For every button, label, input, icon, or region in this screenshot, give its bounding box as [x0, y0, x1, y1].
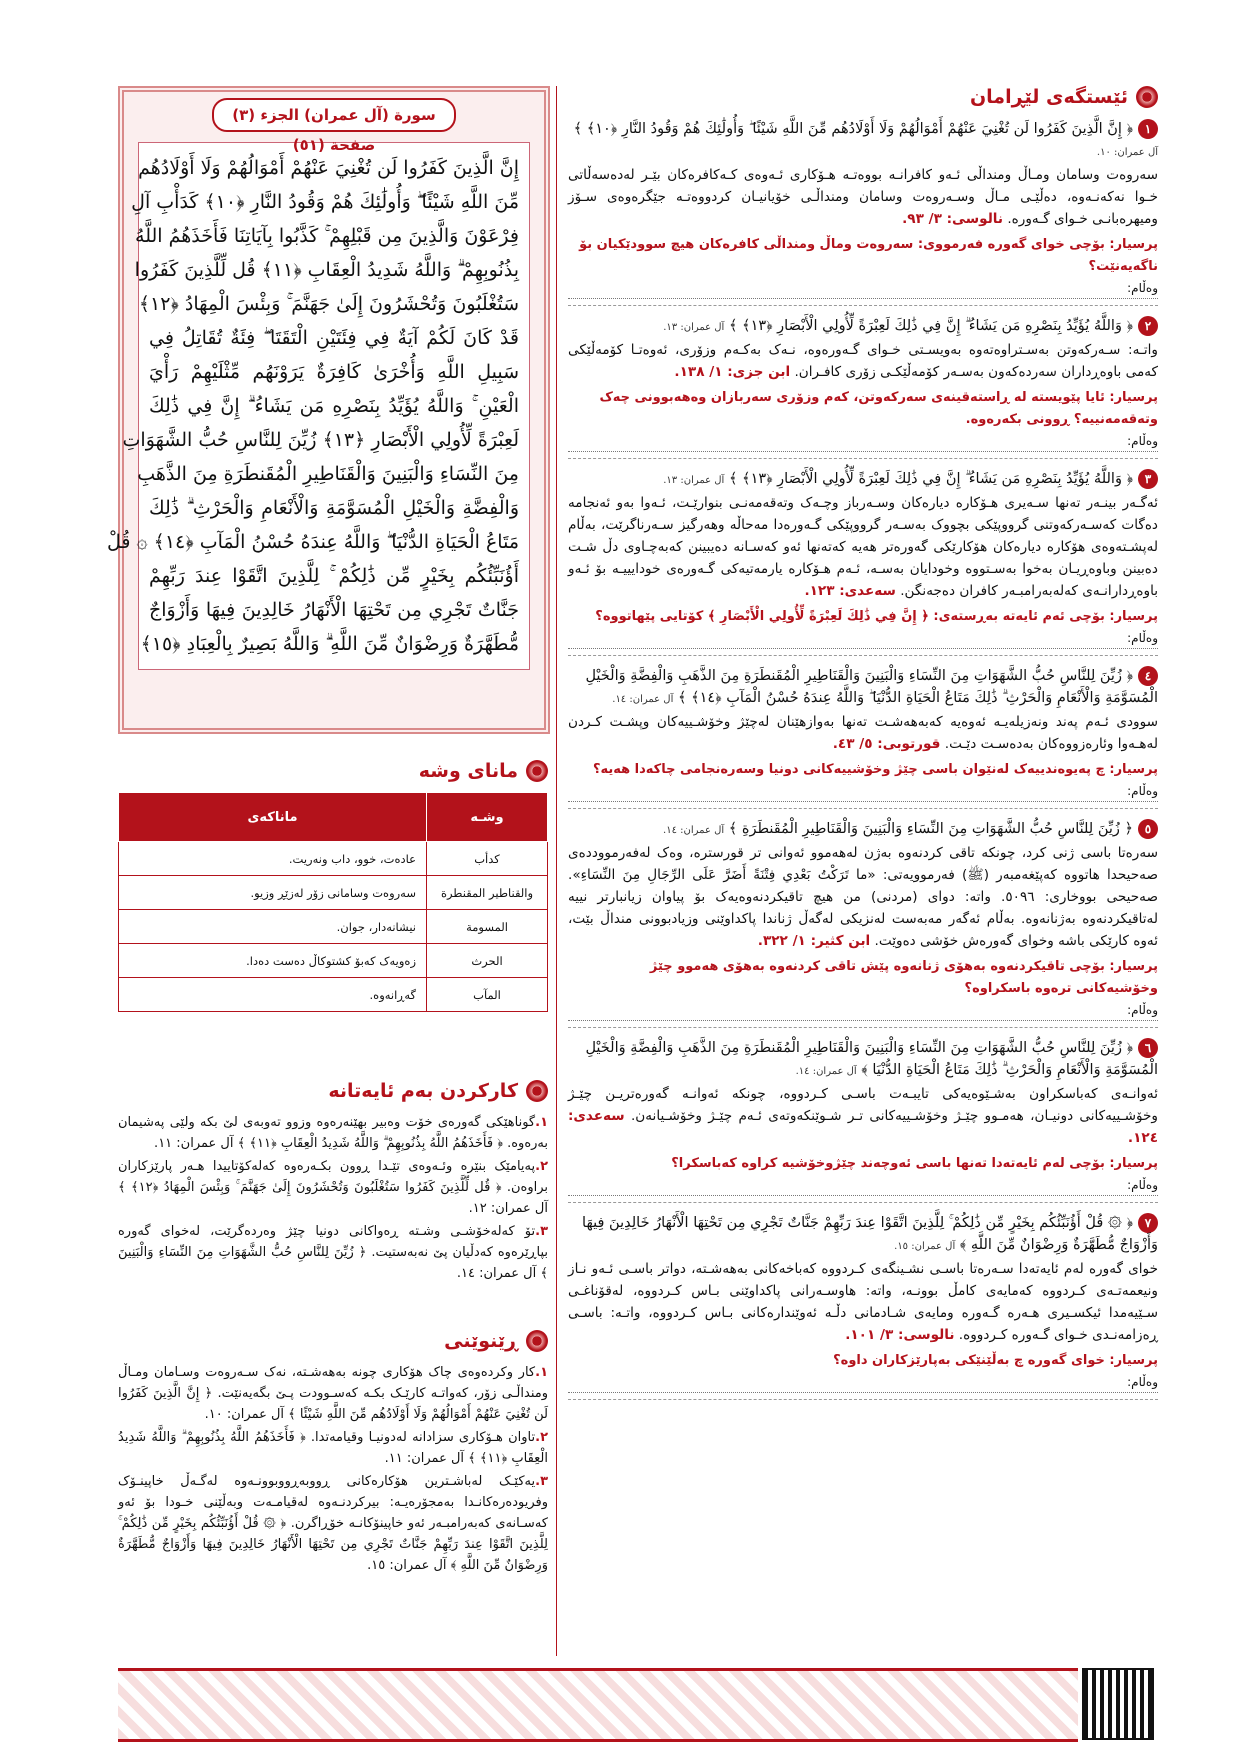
reflection-column: [568, 86, 1158, 1409]
vocabulary-word: المآب: [427, 978, 548, 1012]
list-item-number: ١.: [535, 1115, 548, 1130]
verse-number-badge: ٣: [1138, 469, 1158, 489]
question-text: پرسیار: چ پەیوەندییەک لەنێوان باسی چێژ وخۆشییەکانی دونیا وسەرەنجامی چاکەدا هەیە؟: [592, 762, 1158, 777]
commentary-source: ابن جزی: ١/ ١٣٨.: [674, 364, 791, 380]
verse-line: [568, 665, 1158, 711]
verse-number-badge: ١: [1138, 119, 1158, 139]
verse-blocks: [568, 118, 1158, 1400]
flower-icon: [1136, 86, 1158, 108]
verse-reference: آل عمران: ١٤.: [612, 694, 674, 705]
quran-page-title: سورة (آل عمران) الجزء (٣) صفحة (٥١): [212, 98, 456, 132]
list-item: [118, 1221, 548, 1284]
verse-arabic: ﴿ إِنَّ الَّذِينَ كَفَرُوا لَن تُغْنِيَ عَنْهُمْ أَمْوَالُهُمْ وَلَا أَوْلَادُهُم مِّنَ اللَّهِ شَيْئًا ۖ وَأُولَٰئِكَ هُمْ وَقُودُ النَّارِ ﴿١٠﴾ ﴾: [573, 121, 1133, 137]
commentary-text: [568, 164, 1158, 230]
vocabulary-meaning: زەویەک کەبۆ کشتوکاڵ دەست دەدا.: [119, 944, 427, 978]
qr-code-icon[interactable]: [1082, 1668, 1154, 1740]
vocabulary-word: كدأب: [427, 842, 548, 876]
decorative-footer-border: [118, 1668, 1078, 1742]
vocabulary-meaning: نیشانەدار، جوان.: [119, 910, 427, 944]
column-divider: [556, 86, 557, 1656]
reflection-heading: [568, 86, 1158, 108]
commentary-body: سەروەت وسامان ومـاڵ ومنداڵی ئـەو کافرانـە بووەتـە هـۆکاری ئـەوەی کـەکافرەکان بێـر لەدەسەڵاتی خـوا نەکەنـەوە، دەڵێـی مـاڵ وسـەروەت وسامان ومنداڵـی خۆیانیـان کردووەتـە جێگرەوەی سـۆز ومیهرەبانـی خـوای گـەورە.: [568, 167, 1158, 227]
verse-number-badge: ٥: [1138, 819, 1158, 839]
list-item: [118, 1427, 548, 1469]
quran-line: سَبِيلِ اللَّهِ وَأُخْرَىٰ كَافِرَةٌ يَرَوْنَهُم مِّثْلَيْهِمْ رَأْيَ: [149, 361, 519, 383]
guidance-list: [118, 1362, 548, 1576]
vocabulary-title: مانای وشە: [418, 760, 518, 782]
verse-block: [568, 468, 1158, 656]
verse-reference: آل عمران: ١٤.: [795, 1066, 857, 1077]
quran-line: بِذُنُوبِهِمْ ۗ وَاللَّهُ شَدِيدُ الْعِقَابِ ﴿١١﴾ قُل لِّلَّذِينَ كَفَرُوا: [134, 259, 519, 281]
vocabulary-word: المسومة: [427, 910, 548, 944]
vocabulary-row: [119, 978, 548, 1012]
verse-number-badge: ٢: [1138, 316, 1158, 336]
question-text: پرسیار: بۆچی ئەم ئایەتە بەڕستەی: ﴿ إِنَّ فِي ذَٰلِكَ لَعِبْرَةً لِّأُولِي الْأَبْصَارِ ﴾ کۆتایی پێهاتووە؟: [595, 609, 1158, 624]
list-item-text: تۆ کەلەخۆشـی وشـتە ڕەواکانی دونیا چێژ وەردەگرێت، لەخوای گەورە بپاڕێرەوە کەدڵیان پێ نەبەستیت. ﴿ زُيِّنَ لِلنَّاسِ حُبُّ الشَّهَوَاتِ مِنَ النِّسَاءِ وَالْبَنِينَ ﴾ آل عمران: ١٤.: [118, 1224, 548, 1281]
verse-line: [568, 118, 1158, 164]
list-item-text: یەکێـک لەباشـترین هۆکارەکانی ڕووبەڕووبوونـەوە لەگـەڵ خاپینـۆک وفریودەرەکانـدا بەمجۆرەیـە: بیرکردنـەوە لەقیامـەت وبەڵێنی خـودا بۆ ئەو کەسـانەی کەبەرامبـەر ئەو خاپینۆکانـە خۆڕاگرن. ﴿ ۞ قُلْ أَؤُنَبِّئُكُم بِخَيْرٍ مِّن ذَٰلِكُمْ ۚ لِلَّذِينَ اتَّقَوْا عِندَ رَبِّهِمْ جَنَّاتٌ تَجْرِي مِن تَحْتِهَا الْأَنْهَارُ خَالِدِينَ فِيهَا وَأَزْوَاجٌ مُّطَهَّرَةٌ وَرِضْوَانٌ مِّنَ اللَّهِ ﴾ آل عمران: ١٥.: [118, 1474, 548, 1573]
answer-line[interactable]: وەڵام:: [568, 431, 1158, 452]
apply-section: [118, 1080, 548, 1286]
list-item-text: کار وکردەوەی چاک هۆکاری چونە بەهەشـتە، نەک سـەروەت وسـامان ومـاڵ ومنداڵـی زۆر، کەواتـە کارێـک بکـە کەسـوودت پـێ بگەیەنێت. ﴿ إِنَّ الَّذِينَ كَفَرُوا لَن تُغْنِيَ عَنْهُمْ أَمْوَالُهُمْ وَلَا أَوْلَادُهُم مِّنَ اللَّهِ شَيْئًا ﴾ آل عمران: ١٠.: [118, 1365, 548, 1422]
verse-line: [568, 315, 1158, 339]
question-text: پرسیار: خوای گەورە چ بەڵێنێکی بەپارێزکاران داوە؟: [833, 1353, 1158, 1368]
list-item: [118, 1362, 548, 1425]
column-header-meaning: ماناکەی: [119, 793, 427, 842]
verse-reference: آل عمران: ١٠.: [1096, 147, 1158, 158]
apply-title: کارکردن بەم ئایەتانە: [328, 1080, 518, 1102]
verse-block: [568, 1037, 1158, 1203]
commentary-source: نالوسی: ٣/ ١٠١.: [845, 1327, 955, 1343]
question-text: پرسیار: بۆچی تاقیکردنەوە بەهۆی ژنانەوە پێش تاقی کردنەوە بەهۆی هەموو چێژ وخۆشیەکانی ترەوە باسکراوە؟: [649, 959, 1158, 996]
list-item-number: ٣.: [535, 1224, 548, 1239]
vocabulary-meaning: سەروەت وسامانی زۆر لەزێڕ وزیو.: [119, 876, 427, 910]
answer-line[interactable]: وەڵام:: [568, 278, 1158, 299]
vocabulary-heading: [118, 760, 548, 782]
verse-block: [568, 665, 1158, 809]
verse-number-badge: ٧: [1138, 1213, 1158, 1233]
verse-arabic: ﴿ وَاللَّهُ يُؤَيِّدُ بِنَصْرِهِ مَن يَشَاءُ ۗ إِنَّ فِي ذَٰلِكَ لَعِبْرَةً لِّأُولِي الْأَبْصَارِ ﴿١٣﴾ ﴾: [728, 318, 1133, 334]
list-item-text: تاوان هـۆکاری سزادانە لەدونیـا وقیامەتدا. ﴿ فَأَخَذَهُمُ اللَّهُ بِذُنُوبِهِمْ ۗ وَاللَّهُ شَدِيدُ الْعِقَابِ ﴿١١﴾ ﴾ آل عمران: ١١.: [118, 1430, 548, 1466]
commentary-source: نالوسی: ٣/ ٩٣.: [902, 211, 1004, 227]
answer-line[interactable]: وەڵام:: [568, 1175, 1158, 1196]
commentary-body: سەرەتا باسی ژنی کرد، چونکە تاقی کردنەوە بەژن لەهەموو ئەوانی تر قورسترە، وەک لەفەرمووددەی صەحیحدا هاتووە کەپێغەمبەر (ﷺ) فەرموویەتی: «ما تَرَكْتُ بَعْدِي فِتْنَةً أَضَرَّ عَلَى الرِّجَالِ مِنَ النِّسَاءِ». صەحیحی بووخاری: ٥٠٩٦. واتە: دوای (مردنی) من هیچ تاقیکردنەوەیەک بۆ پیاوان زیانبارتر نییە لەتاقیکردنەوە بەژنانەوە. بەڵام ئەگەر مەبەست لەنزیکی لەگەڵ ژناندا پاکداوێنی وزیادبوونی منداڵ بێت، ئەوە کارێکی باشە وخوای گەورەش خۆشی دەوێت.: [568, 845, 1158, 949]
quran-line: أَؤُنَبِّئُكُم بِخَيْرٍ مِّن ذَٰلِكُمْ ۚ لِلَّذِينَ اتَّقَوْا عِندَ رَبِّهِمْ: [149, 565, 519, 587]
quran-page-frame: [107, 86, 550, 734]
verse-reference: آل عمران: ١٣.: [663, 475, 725, 486]
commentary-body: ئەگـەر بینـەر تەنها سـەیری هـۆکارە دیارەکان وسـەرباز وچـەک وتەقەمەنـی بنوارێـت، ئـەوا بەو ئەنجامە دەگات کەسـەرکەوتنی گرووپێکی بچووک بەسـەر گرووپێکی گـەورەدا مەحاڵە وهەرگیز سـەرناگرێت، بەڵام لەپشـتەوەی هۆکارە دیارەکان هۆکارێکی گەورەتر هەیە کەتەنها ئەو کەسـانە دەیبینن کەبەچـاوی دڵ شـت دەبینن وباوەڕیـان بەخوا بەسـتووە وخودایان بەسـە، ئـەم هـۆکارە یارمەتیەکی گـەورەی خودایییـە بۆ ئـەو باوەڕدارانـەی کەلەبەرامبـەر کافران دەجەنگن.: [568, 495, 1158, 599]
vocabulary-row: [119, 876, 548, 910]
verse-number-badge: ٦: [1138, 1038, 1158, 1058]
verse-line: [568, 818, 1158, 842]
column-header-word: وشـە: [427, 793, 548, 842]
commentary-source: سەعدی: ١٢٤.: [568, 1108, 1158, 1146]
verse-reference: آل عمران: ١٤.: [663, 825, 725, 836]
verse-arabic: ﴿ زُيِّنَ لِلنَّاسِ حُبُّ الشَّهَوَاتِ مِنَ النِّسَاءِ وَالْبَنِينَ وَالْقَنَاطِيرِ الْمُقَنطَرَةِ ﴾: [728, 821, 1133, 837]
flower-icon: [526, 1080, 548, 1102]
guidance-title: ڕێنوێنی: [444, 1330, 518, 1352]
commentary-text: [568, 1083, 1158, 1149]
commentary-source: ابن کثیر: ١/ ٣٢٢.: [757, 933, 871, 949]
vocabulary-meaning: گەڕانەوە.: [119, 978, 427, 1012]
quran-line: لَعِبْرَةً لِّأُولِي الْأَبْصَارِ ﴿١٣﴾ زُيِّنَ لِلنَّاسِ حُبُّ الشَّهَوَاتِ: [122, 429, 519, 451]
verse-arabic: ﴿ ۞ قُلْ أَؤُنَبِّئُكُم بِخَيْرٍ مِّن ذَٰلِكُمْ ۚ لِلَّذِينَ اتَّقَوْا عِندَ رَبِّهِمْ جَنَّاتٌ تَجْرِي مِن تَحْتِهَا الْأَنْهَارُ خَالِدِينَ فِيهَا وَأَزْوَاجٌ مُّطَهَّرَةٌ وَرِضْوَانٌ مِّنَ اللَّهِ ﴾: [582, 1215, 1158, 1253]
list-item: [118, 1156, 548, 1219]
list-item: [118, 1112, 548, 1154]
vocabulary-row: [119, 842, 548, 876]
list-item-text: گوناهێکی گەورەی خۆت وەبیر بهێنەرەوە وزوو تەوبەی لێ بکە ولێی پەشیمان بەرەوە. ﴿ فَأَخَذَهُمُ اللَّهُ بِذُنُوبِهِمْ ۗ وَاللَّهُ شَدِيدُ الْعِقَابِ ﴿١١﴾ ﴾ آل عمران: ١١.: [118, 1115, 548, 1151]
verse-reference: آل عمران: ١٥.: [894, 1241, 956, 1252]
apply-heading: [118, 1080, 548, 1102]
guidance-section: [118, 1330, 548, 1578]
vocabulary-section: [118, 760, 548, 1012]
quran-line: سَتُغْلَبُونَ وَتُحْشَرُونَ إِلَىٰ جَهَنَّمَ ۚ وَبِئْسَ الْمِهَادُ ﴿١٢﴾: [138, 293, 519, 315]
quran-line: جَنَّاتٌ تَجْرِي مِن تَحْتِهَا الْأَنْهَارُ خَالِدِينَ فِيهَا وَأَزْوَاجٌ: [149, 599, 519, 621]
list-item-text: پەیامێک بنێرە وئـەوەی تێـدا ڕوون بکـەرەوە کەلەکۆتاییدا هـەر پارێزکاران براوەن. ﴿ قُل لِّلَّذِينَ كَفَرُوا سَتُغْلَبُونَ وَتُحْشَرُونَ إِلَىٰ جَهَنَّمَ ۚ وَبِئْسَ الْمِهَادُ ﴿١٢﴾ ﴾ آل عمران: ١٢.: [118, 1159, 548, 1216]
verse-block: [568, 818, 1158, 1028]
vocabulary-table: [118, 792, 548, 1012]
answer-line[interactable]: وەڵام:: [568, 1372, 1158, 1393]
quran-line: فِرْعَوْنَ وَالَّذِينَ مِن قَبْلِهِمْ ۚ كَذَّبُوا بِآيَاتِنَا فَأَخَذَهُمُ اللَّهُ: [135, 225, 519, 247]
vocabulary-word: والقناطير المقنطرة: [427, 876, 548, 910]
verse-block: [568, 1212, 1158, 1400]
verse-reference: آل عمران: ١٣.: [663, 322, 725, 333]
list-item-number: ٢.: [535, 1159, 548, 1174]
commentary-text: [568, 492, 1158, 602]
list-item-number: ٢.: [535, 1430, 548, 1445]
quran-line: مِنَ النِّسَاءِ وَالْبَنِينَ وَالْقَنَاطِيرِ الْمُقَنطَرَةِ مِنَ الذَّهَبِ: [137, 463, 519, 485]
question-text: پرسیار: بۆچی لەم ئایەتەدا تەنها باسی ئەوچەند چێژوخۆشیە کراوە کەباسکرا؟: [671, 1156, 1158, 1171]
commentary-source: قورتوبی: ٥/ ٤٣.: [832, 736, 941, 752]
commentary-source: سەعدی: ١٢٣.: [804, 583, 896, 599]
commentary-body: واتـە: سـەرکەوتن بەسـتراوەتەوە بەویسـتی خـوای گـەورەوە، نـەک بەکـەم وزۆری، ئەوەتـا کۆمەڵێکی کەمی باوەڕداران سەردەکەون بەسـەر کۆمەڵێکـی زۆری کافـران.: [568, 342, 1158, 380]
commentary-text: [568, 339, 1158, 383]
vocabulary-row: [119, 944, 548, 978]
quran-line: الْعَيْنِ ۚ وَاللَّهُ يُؤَيِّدُ بِنَصْرِهِ مَن يَشَاءُ ۗ إِنَّ فِي ذَٰلِكَ: [149, 395, 519, 417]
quran-line: وَالْفِضَّةِ وَالْخَيْلِ الْمُسَوَّمَةِ وَالْأَنْعَامِ وَالْحَرْثِ ۗ ذَٰلِكَ: [149, 497, 519, 519]
answer-line[interactable]: وەڵام:: [568, 781, 1158, 802]
quran-line: مِّنَ اللَّهِ شَيْئًا ۖ وَأُولَٰئِكَ هُمْ وَقُودُ النَّارِ ﴿١٠﴾ كَدَأْبِ آلِ: [131, 191, 519, 213]
question-text: پرسیار: بۆچی خوای گەورە فەرمووی: سەروەت وماڵ ومنداڵی کافرەکان هیچ سوودێکیان بۆ ناگەیەنێت؟: [579, 237, 1158, 274]
commentary-body: خوای گەورە لەم ئایەتەدا سـەرەتا باسـی نشـینگەی کـردووە کەباخەکانی بەهەشـتە، دواتر باسـی ئـەو نـاز ونیعمەتـەی کـردووە کەمایەی کامڵ بوونـە، واتە: هاوسـەرانی پاکداوێنی بـاس کـردووە، لەقۆناغـی سـێیەمدا ئیکسـیری هـەرە گـەورە ومایەی شـادمانی دڵـە ئەوێندارەکانی بـاس کـردووە، واتـە: باسـی ڕەزامەنـدی خـوای گـەورە کـردووە.: [568, 1261, 1158, 1343]
flower-icon: [526, 760, 548, 782]
verse-arabic: ﴿ زُيِّنَ لِلنَّاسِ حُبُّ الشَّهَوَاتِ مِنَ النِّسَاءِ وَالْبَنِينَ وَالْقَنَاطِيرِ الْمُقَنطَرَةِ مِنَ الذَّهَبِ وَالْفِضَّةِ وَالْخَيْلِ الْمُسَوَّمَةِ وَالْأَنْعَامِ وَالْحَرْثِ ۗ ذَٰلِكَ مَتَاعُ الْحَيَاةِ الدُّنْيَا ﴾: [585, 1040, 1158, 1078]
verse-arabic: ﴿ وَاللَّهُ يُؤَيِّدُ بِنَصْرِهِ مَن يَشَاءُ ۗ إِنَّ فِي ذَٰلِكَ لَعِبْرَةً لِّأُولِي الْأَبْصَارِ ﴿١٣﴾ ﴾: [728, 471, 1133, 487]
commentary-text: [568, 1258, 1158, 1346]
answer-line[interactable]: وەڵام:: [568, 628, 1158, 649]
verse-line: [568, 1037, 1158, 1083]
verse-arabic: ﴿ زُيِّنَ لِلنَّاسِ حُبُّ الشَّهَوَاتِ مِنَ النِّسَاءِ وَالْبَنِينَ وَالْقَنَاطِيرِ الْمُقَنطَرَةِ مِنَ الذَّهَبِ وَالْفِضَّةِ وَالْخَيْلِ الْمُسَوَّمَةِ وَالْأَنْعَامِ وَالْحَرْثِ ۗ ذَٰلِكَ مَتَاعُ الْحَيَاةِ الدُّنْيَا ۖ وَاللَّهُ عِندَهُ حُسْنُ الْمَآبِ ﴿١٤﴾ ﴾: [585, 668, 1158, 706]
verse-block: [568, 315, 1158, 459]
quran-line: إِنَّ الَّذِينَ كَفَرُوا لَن تُغْنِيَ عَنْهُمْ أَمْوَالُهُمْ وَلَا أَوْلَادُهُم: [138, 157, 519, 179]
vocabulary-row: [119, 910, 548, 944]
vocabulary-meaning: عادەت، خوو، داب ونەریت.: [119, 842, 427, 876]
list-item-number: ٣.: [535, 1474, 548, 1489]
quran-line: قَدْ كَانَ لَكُمْ آيَةٌ فِي فِئَتَيْنِ الْتَقَتَا ۖ فِئَةٌ تُقَاتِلُ فِي: [149, 327, 519, 349]
question-text: پرسیار: ئایا پێویستە لە ڕاستەقینەی سەرکەوتن، کەم وزۆری سەربازان وەهەبوونی چەک وتەقەمەنییە؟ ڕوونی بکەرەوە.: [599, 390, 1158, 427]
verse-number-badge: ٤: [1138, 666, 1158, 686]
list-item-number: ١.: [535, 1365, 548, 1380]
verse-line: [568, 1212, 1158, 1258]
quran-line: مَتَاعُ الْحَيَاةِ الدُّنْيَا ۖ وَاللَّهُ عِندَهُ حُسْنُ الْمَآبِ ﴿١٤﴾ ۞ قُلْ: [107, 531, 519, 553]
quran-text: [107, 142, 530, 670]
vocabulary-word: الحرث: [427, 944, 548, 978]
flower-icon: [526, 1330, 548, 1352]
commentary-text: [568, 842, 1158, 952]
commentary-body: ئەوانـەی کەباسکراون بەشـێوەیەکی تایبـەت باسـی کـردووە، چونکە ئەوانـە گەورەتریـن چێـژ وخۆشـییەکانی دونیـان، هەمـوو چێـژ وخۆشـییەکانی تـر شـوێنکەوتەی ئـەم چێـژ وخۆشـیانەن.: [568, 1086, 1158, 1124]
list-item: [118, 1471, 548, 1576]
commentary-body: سوودی ئـەم پەند ونەزیلەیـە ئەوەیە کەبەهەشـت تەنها بەوازهێنان لەچێژ وخۆشـییەکان وپشـت کـردن لەهـەوا وئارەزووەکان بەدەسـت دێـت.: [568, 714, 1158, 752]
guidance-heading: [118, 1330, 548, 1352]
apply-list: [118, 1112, 548, 1284]
quran-line: مُّطَهَّرَةٌ وَرِضْوَانٌ مِّنَ اللَّهِ ۗ وَاللَّهُ بَصِيرٌ بِالْعِبَادِ ﴿١٥﴾: [140, 633, 519, 655]
commentary-text: [568, 711, 1158, 755]
answer-line[interactable]: وەڵام:: [568, 1000, 1158, 1021]
reflection-title: ئێستگەی لێڕامان: [969, 86, 1128, 108]
verse-block: [568, 118, 1158, 306]
verse-line: [568, 468, 1158, 492]
